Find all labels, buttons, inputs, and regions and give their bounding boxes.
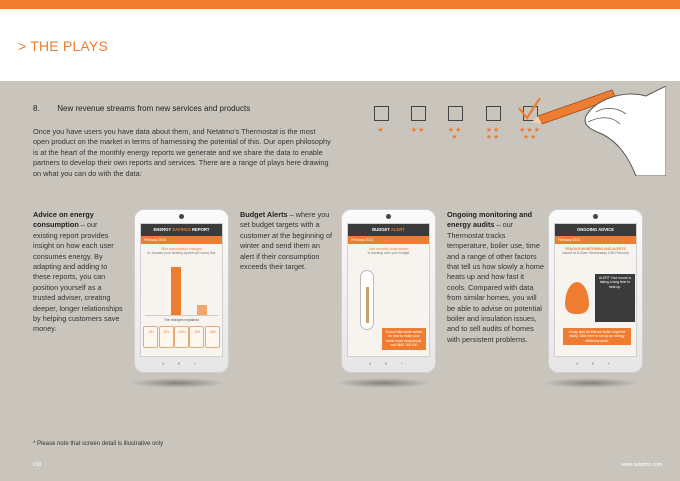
column-budget-title: Budget Alerts	[240, 210, 288, 219]
section-title: New revenue streams from new services and products	[57, 104, 251, 113]
column-budget-body: – where you set budget targets with a customer at the beginning of winter and send them an alert if their consumption exceeds their target.	[240, 210, 333, 272]
camera-icon	[593, 214, 598, 219]
app-title: ONGOING ADVICE	[555, 224, 636, 236]
monitor-line-2: Issued at 8:30am Wednesday 19th February	[562, 251, 629, 256]
column-budget	[240, 210, 334, 272]
nav-buttons: ◂ ● ▪	[161, 361, 202, 367]
thermometer-icon	[360, 270, 374, 330]
saving-icon: -2H	[189, 326, 204, 348]
intro-paragraph: Once you have users you have data about them, and Netatmo's Thermostat is the most open product on the market in terms of harnessing the potential of this. Our open philosophy is at the heart of the monthly energy reports we generate and we share the data to enable partners to develop their own reports and services. There are a range of plays here drawing on what you can do with the data:	[33, 127, 331, 178]
rating-3	[443, 106, 467, 141]
report-caption: The changes explained	[163, 317, 200, 322]
top-accent-bar	[0, 0, 680, 9]
column-advice-body: – our existing report provides insight on how each user consumes energy. By adapting and adding to these reports, you can position yourself as a trusted adviser, creating deeper, longer relationships by helping customers save money.	[33, 220, 123, 334]
page-header	[0, 9, 680, 81]
saving-icon: -8H	[205, 326, 220, 348]
section-heading	[33, 104, 250, 113]
column-advice-title: Advice on energy consumption	[33, 210, 94, 230]
website-link[interactable]: www.netatmo.com	[621, 462, 662, 468]
phone-energy-report	[134, 209, 229, 373]
checkbox-icon	[411, 106, 426, 121]
bar-mark	[171, 267, 181, 315]
star-icon: ★★ ★★	[485, 127, 501, 141]
phone-ongoing-advice	[548, 209, 643, 373]
app-subbar: February 2014	[141, 236, 222, 244]
nav-buttons: ◂ ● ▪	[368, 361, 409, 367]
phone-screen	[554, 223, 637, 357]
saving-icon: -21H	[174, 326, 189, 348]
camera-icon	[386, 214, 391, 219]
column-advice	[33, 210, 123, 335]
star-icon: ★★	[410, 127, 426, 134]
app-subbar: February 2014	[555, 236, 636, 244]
monitor-line-1: FRAGILE MONITORING AND ALERTS	[565, 247, 626, 251]
camera-icon	[179, 214, 184, 219]
saving-icons	[141, 326, 222, 348]
bar-mark	[197, 305, 207, 315]
app-title: BUDGET ALERT	[348, 224, 429, 236]
rating-1	[369, 106, 393, 134]
star-icon: ★★ ★	[447, 127, 463, 141]
alert-box: ALERT Your house is taking a long time to heat up.	[595, 274, 635, 322]
flame-icon	[565, 282, 589, 314]
alert-line-1: Your monthly consumption	[368, 247, 409, 251]
phone-shadow	[543, 378, 638, 388]
app-subbar: February 2014	[348, 236, 429, 244]
footnote: * Please note that screen detail is illustrative only	[33, 441, 164, 447]
star-icon: ★	[377, 127, 385, 134]
column-monitoring-body: – our Thermostat tracks temperature, boiler use, time and a range of other factors that tell us how slowly a home heats up and how fast it cools. Compared with data from similar homes, you will be able to advise on potential boiler and insulation issues, and to sell audits of homes with persistent problems.	[447, 220, 544, 344]
checkbox-icon	[448, 106, 463, 121]
nav-buttons: ◂ ● ▪	[575, 361, 616, 367]
advice-box: If you'd like some advice on how to make your home more economical, call 0800 100 100	[382, 328, 426, 350]
star-icon: ★★★ ★★	[519, 127, 541, 141]
checkbox-icon	[374, 106, 389, 121]
phone-screen	[140, 223, 223, 357]
rating-4	[481, 106, 505, 141]
page-title: > THE PLAYS	[18, 38, 109, 54]
report-line-1: Slim consumption changes	[161, 247, 202, 251]
saving-icon: -2H	[143, 326, 158, 348]
checkbox-icon	[486, 106, 501, 121]
app-title: ENERGY SAVINGS REPORT	[141, 224, 222, 236]
phone-budget-alert	[341, 209, 436, 373]
section-number: 8.	[33, 104, 40, 113]
page-number: #19	[33, 462, 42, 468]
consumption-bars	[145, 258, 218, 316]
rating-2	[406, 106, 430, 134]
report-line-2: in January your heating system (# hours) this	[147, 251, 216, 256]
column-monitoring	[447, 210, 545, 345]
phone-shadow	[130, 378, 225, 388]
phone-screen	[347, 223, 430, 357]
column-monitoring-title: Ongoing monitoring and energy audits	[447, 210, 533, 230]
audit-box: It may also be that our boiler might be faulty. Click here to set up an energy efficiency audit.	[563, 328, 631, 345]
phone-shadow	[336, 378, 431, 388]
alert-line-2: is tracking over your budget	[367, 251, 410, 256]
hand-with-pencil-illustration	[516, 86, 666, 176]
saving-icon: -2H	[159, 326, 174, 348]
